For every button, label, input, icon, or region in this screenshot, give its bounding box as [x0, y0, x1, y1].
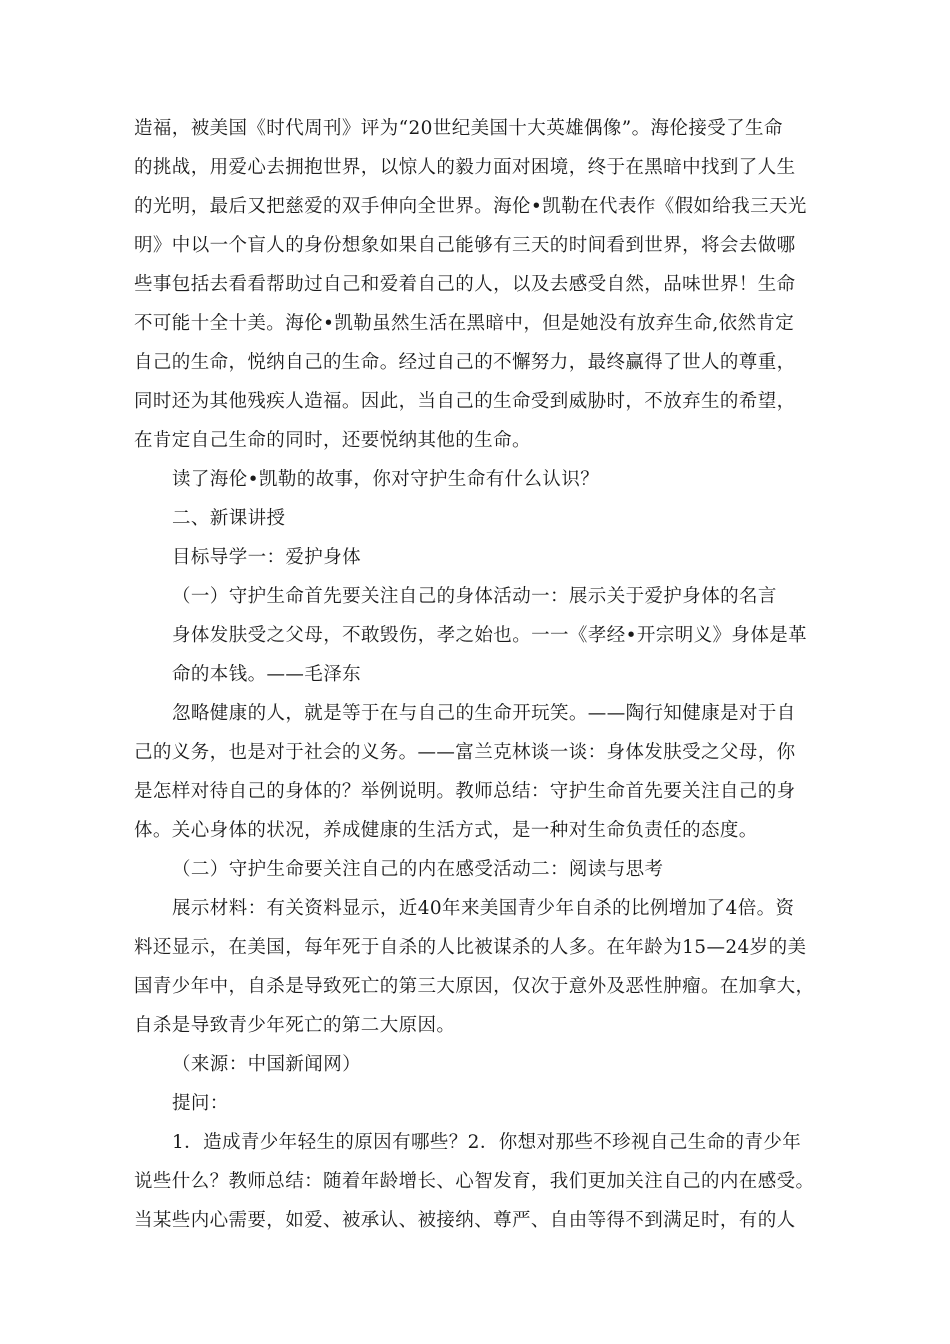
paragraph-line: 的挑战，用爱心去拥抱世界，以惊人的毅力面对困境，终于在黑暗中找到了人生	[134, 157, 796, 178]
paragraph-line: 当某些内心需要，如爱、被承认、被接纳、尊严、自由等得不到满足时，有的人	[134, 1210, 796, 1231]
paragraph-line: 国青少年中，自杀是导致死亡的第三大原因，仅次于意外及恶性肿瘤。在加拿大，	[134, 976, 815, 997]
paragraph-line: 明》中以一个盲人的身份想象如果自己能够有三天的时间看到世界，将会去做哪	[134, 235, 796, 256]
paragraph-line: 展示材料：有关资料显示，近40年来美国青少年自杀的比例增加了4倍。资	[172, 898, 795, 919]
paragraph-line: 造福，被美国《时代周刊》评为“20世纪美国十大英雄偶像”。海伦接受了生命	[134, 118, 783, 139]
paragraph-line: 自己的生命，悦纳自己的生命。经过自己的不懈努力，最终赢得了世人的尊重，	[134, 352, 796, 373]
quote-line: 身体发肤受之父母，不敢毁伤，孝之始也。一一《孝经•开宗明义》身体是革	[172, 625, 808, 646]
question-line: 读了海伦•凯勒的故事，你对守护生命有什么认识？	[172, 469, 600, 490]
paragraph-line: 在肯定自己生命的同时，还要悦纳其他的生命。	[134, 430, 531, 451]
paragraph-line: 体。关心身体的状况，养成健康的生活方式，是一种对生命负责任的态度。	[134, 820, 758, 841]
source-line: （来源：中国新闻网）	[172, 1054, 362, 1075]
subsection-heading: （二）守护生命要关注自己的内在感受活动二：阅读与思考	[172, 859, 664, 880]
goal-heading: 目标导学一：爱护身体	[172, 547, 362, 568]
paragraph-line: 说些什么？教师总结：随着年龄增长、心智发育，我们更加关注自己的内在感受。	[134, 1171, 815, 1192]
paragraph-line: 些事包括去看看帮助过自己和爱着自己的人，以及去感受自然，品味世界！生命	[134, 274, 796, 295]
paragraph-line: 同时还为其他残疾人造福。因此，当自己的生命受到威胁时，不放弃生的希望，	[134, 391, 796, 412]
section-heading: 二、新课讲授	[172, 508, 286, 529]
paragraph-line: 料还显示，在美国，每年死于自杀的人比被谋杀的人多。在年龄为15—24岁的美	[134, 937, 807, 958]
paragraph-line: 己的义务，也是对于社会的义务。——富兰克林谈一谈：身体发肤受之父母，你	[134, 742, 796, 763]
quote-line: 命的本钱。——毛泽东	[172, 664, 362, 685]
paragraph-line: 的光明，最后又把慈爱的双手伸向全世界。海伦•凯勒在代表作《假如给我三天光	[134, 196, 807, 217]
paragraph-line: 忽略健康的人，就是等于在与自己的生命开玩笑。——陶行知健康是对于自	[172, 703, 796, 724]
paragraph-line: 是怎样对待自己的身体的？举例说明。教师总结：守护生命首先要关注自己的身	[134, 781, 796, 802]
paragraph-line: 自杀是导致青少年死亡的第二大原因。	[134, 1015, 456, 1036]
paragraph-line: 1．造成青少年轻生的原因有哪些？2．你想对那些不珍视自己生命的青少年	[172, 1132, 802, 1153]
prompt-label: 提问：	[172, 1093, 229, 1114]
subsection-heading: （一）守护生命首先要关注自己的身体活动一：展示关于爱护身体的名言	[172, 586, 777, 607]
paragraph-line: 不可能十全十美。海伦•凯勒虽然生活在黑暗中，但是她没有放弃生命,依然肯定	[134, 313, 795, 334]
